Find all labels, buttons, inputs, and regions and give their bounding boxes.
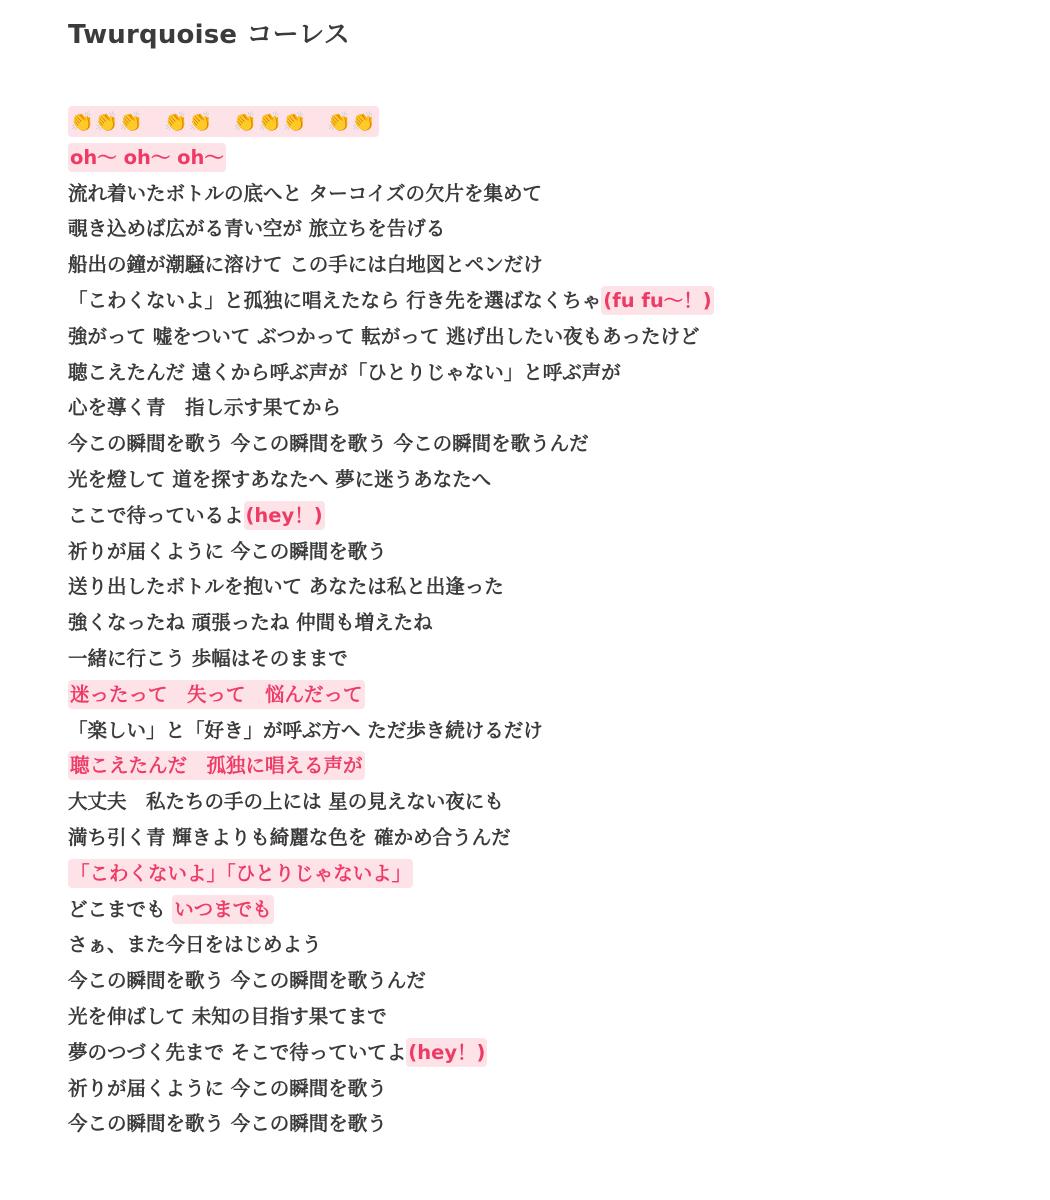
lyric-text: 覗き込めば広がる青い空が 旅立ちを告げる <box>68 217 446 241</box>
lyric-text: 光を燈して 道を探すあなたへ 夢に迷うあなたへ <box>68 467 492 491</box>
lyric-text: 「楽しい」と「好き」が呼ぶ方へ ただ歩き続けるだけ <box>68 718 543 742</box>
highlighted-segment: 聴こえたんだ 孤独に唱える声が <box>68 751 365 780</box>
lyric-text: 祈りが届くように 今この瞬間を歌う <box>68 1076 387 1100</box>
lyric-line <box>68 462 1028 498</box>
lyric-line <box>68 319 1028 355</box>
lyric-line <box>68 1071 1028 1107</box>
lyric-line <box>68 856 1028 892</box>
lyric-line <box>68 641 1028 677</box>
lyric-line <box>68 999 1028 1035</box>
lyric-text: 「こわくないよ」と孤独に唱えたなら 行き先を選ばなくちゃ <box>68 288 602 312</box>
highlighted-segment: (hey！) <box>244 501 325 530</box>
lyric-line <box>68 713 1028 749</box>
lyric-text: 光を伸ばして 未知の目指す果てまで <box>68 1004 387 1028</box>
lyric-text: どこまでも <box>68 897 173 921</box>
lyric-line <box>68 1035 1028 1071</box>
lyric-text: さぁ、また今日をはじめよう <box>68 933 322 957</box>
lyric-line <box>68 390 1028 426</box>
lyric-line <box>68 748 1028 784</box>
lyrics-lines <box>68 104 1028 1142</box>
lyric-text: 満ち引く青 輝きよりも綺麗な色を 確かめ合うんだ <box>68 825 511 849</box>
lyric-text: 一緒に行こう 歩幅はそのままで <box>68 646 348 670</box>
lyric-line <box>68 283 1028 319</box>
lyric-text: 心を導く青 指し示す果てから <box>68 396 342 420</box>
lyric-line <box>68 355 1028 391</box>
lyric-line <box>68 426 1028 462</box>
page-title: Twurquoise コーレス <box>68 20 350 50</box>
lyric-text: 流れ着いたボトルの底へと ターコイズの欠片を集めて <box>68 181 543 205</box>
lyric-text: 船出の鐘が潮騒に溶けて この手には白地図とペンだけ <box>68 253 543 277</box>
highlighted-segment: (hey！) <box>406 1038 487 1067</box>
lyric-line <box>68 247 1028 283</box>
lyric-text: 今この瞬間を歌う 今この瞬間を歌う <box>68 1112 387 1136</box>
lyric-line <box>68 176 1028 212</box>
lyric-text: 送り出したボトルを抱いて あなたは私と出逢った <box>68 575 504 599</box>
lyric-line <box>68 784 1028 820</box>
lyric-text: 祈りが届くように 今この瞬間を歌う <box>68 539 387 563</box>
lyric-line <box>68 569 1028 605</box>
highlighted-segment: いつまでも <box>172 895 274 924</box>
highlighted-segment <box>68 106 379 137</box>
lyric-line <box>68 498 1028 534</box>
lyric-line <box>68 820 1028 856</box>
lyric-text: 今この瞬間を歌う 今この瞬間を歌う 今この瞬間を歌うんだ <box>68 432 589 456</box>
lyric-line <box>68 211 1028 247</box>
lyric-text: ここで待っているよ <box>68 503 244 527</box>
lyric-line <box>68 963 1028 999</box>
lyric-text: 強がって 嘘をついて ぶつかって 転がって 逃げ出したい夜もあったけど <box>68 324 700 348</box>
lyric-line <box>68 677 1028 713</box>
highlighted-segment: oh〜 oh〜 oh〜 <box>68 143 226 172</box>
lyric-text: 大丈夫 私たちの手の上には 星の見えない夜にも <box>68 790 504 814</box>
clapping-hands-icon: 👏👏👏 👏👏 👏👏👏 👏👏 <box>70 111 377 133</box>
lyric-line <box>68 534 1028 570</box>
lyric-text: 今この瞬間を歌う 今この瞬間を歌うんだ <box>68 969 426 993</box>
lyric-line <box>68 140 1028 176</box>
lyric-text: 聴こえたんだ 遠くから呼ぶ声が「ひとりじゃない」と呼ぶ声が <box>68 360 621 384</box>
lyric-line <box>68 927 1028 963</box>
lyric-line <box>68 892 1028 928</box>
lyric-line <box>68 1106 1028 1142</box>
lyric-text: 夢のつづく先まで そこで待っていてよ <box>68 1040 407 1064</box>
highlighted-segment: 迷ったって 失って 悩んだって <box>68 680 365 709</box>
highlighted-segment: 「こわくないよ」「ひとりじゃないよ」 <box>68 859 413 888</box>
clap-emoji-row <box>68 104 1028 140</box>
lyric-line <box>68 605 1028 641</box>
lyric-text: 強くなったね 頑張ったね 仲間も増えたね <box>68 611 433 635</box>
highlighted-segment: (fu fu〜！) <box>601 286 713 315</box>
